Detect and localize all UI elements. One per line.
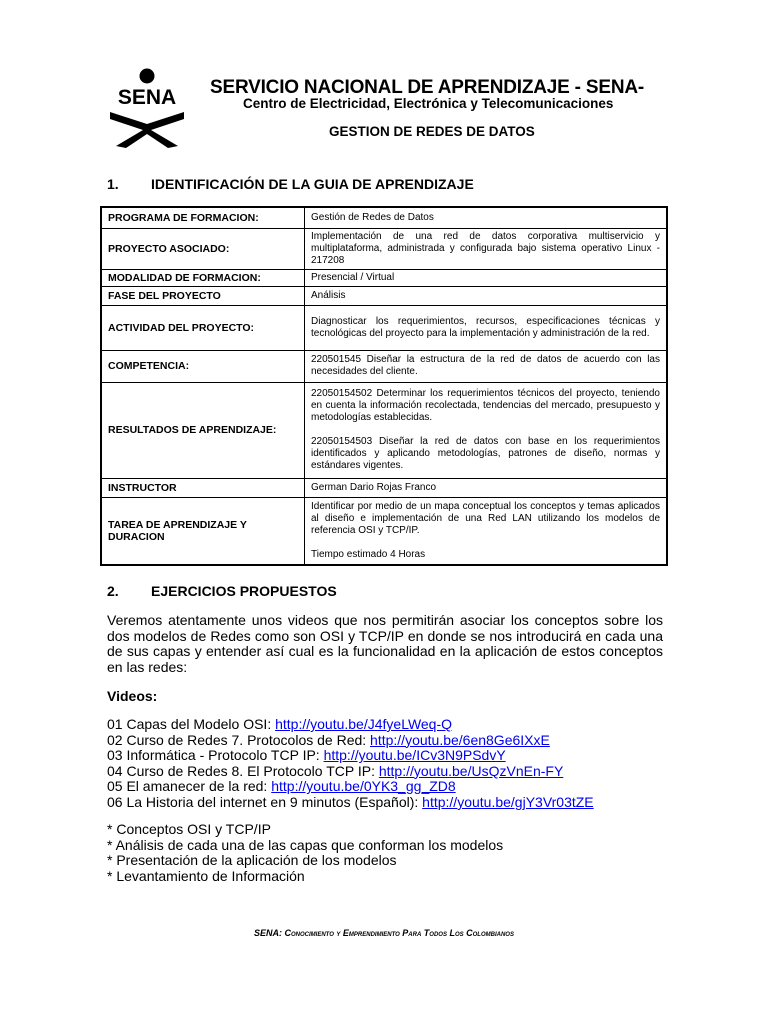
table-row xyxy=(101,382,667,478)
table-row xyxy=(101,350,667,382)
video-link[interactable]: http://youtu.be/J4fyeLWeq-Q xyxy=(275,716,453,732)
section-heading-2 xyxy=(107,583,337,599)
list-item: * Levantamiento de Información xyxy=(107,867,305,884)
list-item: 06 La Historia del internet en 9 minutos (Español): http://youtu.be/gjY3Vr03tZE xyxy=(107,793,594,810)
row-label: RESULTADOS DE APRENDIZAJE: xyxy=(101,382,305,478)
video-list xyxy=(107,717,594,811)
table-row xyxy=(101,305,667,350)
concepts-list xyxy=(107,822,503,884)
list-item: 02 Curso de Redes 7. Protocolos de Red: http://youtu.be/6en8Ge6IXxE xyxy=(107,731,550,748)
row-label: ACTIVIDAD DEL PROYECTO: xyxy=(101,305,305,350)
center-subtitle: Centro de Electricidad, Electrónica y Telecomunicaciones xyxy=(243,96,614,111)
row-label: PROYECTO ASOCIADO: xyxy=(101,228,305,269)
list-item: * Presentación de la aplicación de los modelos xyxy=(107,852,397,869)
table-row xyxy=(101,286,667,305)
list-item: * Conceptos OSI y TCP/IP xyxy=(107,821,271,837)
video-link[interactable]: http://youtu.be/0YK3_gg_ZD8 xyxy=(271,778,456,795)
section-heading-1 xyxy=(107,176,474,192)
row-value: Diagnosticar los requerimientos, recursos, especificaciones técnicas y tecnológicas del proyecto para la implementación y administración de la red. xyxy=(305,305,668,350)
row-value: Gestión de Redes de Datos xyxy=(305,207,668,228)
list-item: 01 Capas del Modelo OSI: http://youtu.be/J4fyeLWeq-Q xyxy=(107,716,453,732)
sena-logo-text: SENA xyxy=(117,86,177,109)
section-number: 1. xyxy=(107,176,119,192)
video-link[interactable]: http://youtu.be/gjY3Vr03tZE xyxy=(422,793,594,810)
intro-paragraph: Veremos atentamente unos videos que nos permitirán asociar los conceptos sobre los dos modelos de Redes como son OSI y TCP/IP en donde se nos introducirá en cada una de sus capas y entender así cual es la funcionalidad en la aplicación de estos conceptos en las redes: xyxy=(107,612,663,675)
table-row xyxy=(101,478,667,497)
course-title: GESTION DE REDES DE DATOS xyxy=(329,124,535,139)
list-item: 05 El amanecer de la red: http://youtu.be/0YK3_gg_ZD8 xyxy=(107,778,456,795)
row-value: Presencial / Virtual xyxy=(305,269,668,286)
row-label: INSTRUCTOR xyxy=(101,478,305,497)
page-footer xyxy=(0,928,768,938)
table-row xyxy=(101,207,667,228)
table-row xyxy=(101,497,667,565)
sena-logo xyxy=(104,68,190,148)
guide-table xyxy=(100,206,668,566)
list-item: * Análisis de cada una de las capas que conforman los modelos xyxy=(107,836,504,853)
videos-heading: Videos: xyxy=(107,688,158,704)
row-label: MODALIDAD DE FORMACION: xyxy=(101,269,305,286)
section-number: 2. xyxy=(107,583,119,599)
footer-brand: SENA: xyxy=(254,928,283,938)
section-title: IDENTIFICACIÓN DE LA GUIA DE APRENDIZAJE xyxy=(151,176,474,192)
row-value: Identificar por medio de un mapa conceptual los conceptos y temas aplicados al diseño e implementación de una Red LAN utilizando los modelos de referencia OSI y TCP/IP. Tiempo estimado 4 Horas xyxy=(305,497,668,565)
video-link[interactable]: http://youtu.be/6en8Ge6IXxE xyxy=(370,731,550,748)
video-link[interactable]: http://youtu.be/UsQzVnEn-FY xyxy=(378,762,564,779)
row-label: PROGRAMA DE FORMACION: xyxy=(101,207,305,228)
table-row xyxy=(101,228,667,269)
row-value: 22050154502 Determinar los requerimientos técnicos del proyecto, teniendo en cuenta la información recolectada, tendencias del mercado, presupuesto y metodologías establecidas. 22050154503 Diseñar la red de datos con base en los requerimientos identificados y aplicando metodologías, patrones de diseño, normas y estándares vigentes. xyxy=(305,382,668,478)
row-label: COMPETENCIA: xyxy=(101,350,305,382)
row-value: Implementación de una red de datos corporativa multiservicio y multiplataforma, administrada y configurada bajo sistema operativo Linux - 217208 xyxy=(305,228,668,269)
list-item: 04 Curso de Redes 8. El Protocolo TCP IP: http://youtu.be/UsQzVnEn-FY xyxy=(107,762,564,779)
row-label: FASE DEL PROYECTO xyxy=(101,286,305,305)
list-item: 03 Informática - Protocolo TCP IP: http://youtu.be/ICv3N9PSdvY xyxy=(107,747,506,764)
video-link[interactable]: http://youtu.be/ICv3N9PSdvY xyxy=(323,747,506,764)
row-label: TAREA DE APRENDIZAJE Y DURACION xyxy=(101,497,305,565)
institution-title: SERVICIO NACIONAL DE APRENDIZAJE - SENA- xyxy=(210,77,644,98)
table-row xyxy=(101,269,667,286)
row-value: Análisis xyxy=(305,286,668,305)
section-title: EJERCICIOS PROPUESTOS xyxy=(151,583,337,599)
footer-slogan: Conocimiento y Emprendimiento Para Todos Los Colombianos xyxy=(282,928,514,938)
row-value: 220501545 Diseñar la estructura de la red de datos de acuerdo con las necesidades del cliente. xyxy=(305,350,668,382)
row-value: German Dario Rojas Franco xyxy=(305,478,668,497)
